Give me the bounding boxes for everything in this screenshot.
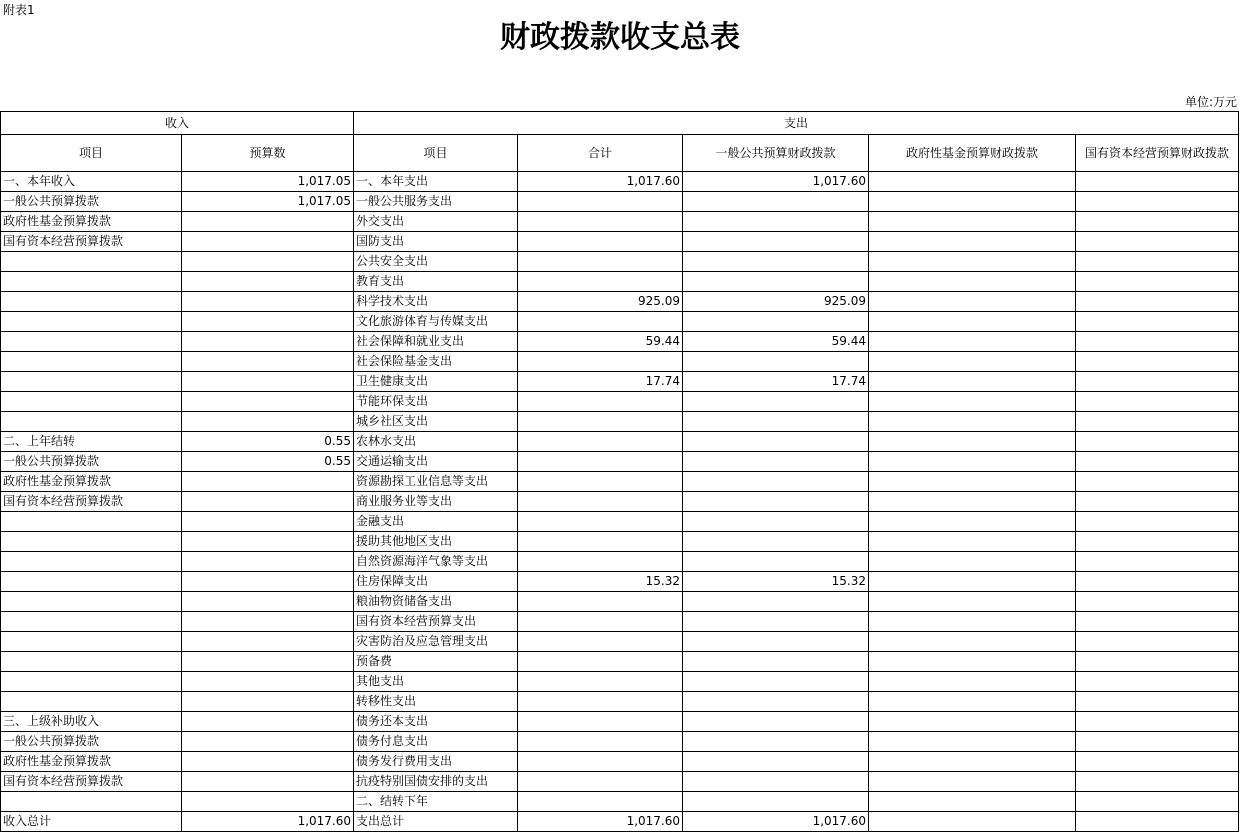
income-budget-cell — [182, 252, 354, 272]
gov-fund-value-cell — [869, 632, 1076, 652]
state-capital-value-cell — [1076, 192, 1239, 212]
expense-item-cell: 转移性支出 — [354, 692, 518, 712]
income-item-cell: 政府性基金预算拨款 — [1, 752, 182, 772]
income-budget-cell — [182, 732, 354, 752]
total-value-cell: 17.74 — [518, 372, 683, 392]
gov-fund-value-cell — [869, 292, 1076, 312]
general-budget-value-cell — [683, 232, 869, 252]
general-budget-value-cell — [683, 712, 869, 732]
table-row — [1, 672, 1239, 692]
expense-item-cell: 国有资本经营预算支出 — [354, 612, 518, 632]
table-row — [1, 612, 1239, 632]
total-value-cell — [518, 312, 683, 332]
expense-header: 支出 — [354, 112, 1239, 135]
state-capital-value-cell — [1076, 692, 1239, 712]
general-budget-value-cell — [683, 592, 869, 612]
income-budget-cell — [182, 672, 354, 692]
general-budget-value-cell — [683, 652, 869, 672]
gov-fund-value-cell — [869, 532, 1076, 552]
table-row — [1, 652, 1239, 672]
general-budget-value-cell — [683, 672, 869, 692]
income-item-cell — [1, 672, 182, 692]
expense-item-cell: 预备费 — [354, 652, 518, 672]
gov-fund-value-cell — [869, 612, 1076, 632]
table-row — [1, 792, 1239, 812]
state-capital-value-cell — [1076, 612, 1239, 632]
general-budget-value-cell — [683, 692, 869, 712]
income-item-cell — [1, 612, 182, 632]
income-item-cell — [1, 792, 182, 812]
budget-table — [0, 111, 1239, 832]
income-item-cell — [1, 272, 182, 292]
state-capital-value-cell — [1076, 232, 1239, 252]
total-value-cell — [518, 432, 683, 452]
income-budget-cell — [182, 392, 354, 412]
income-item-header: 项目 — [1, 135, 182, 172]
table-row — [1, 452, 1239, 472]
state-capital-value-cell — [1076, 512, 1239, 532]
income-budget-cell — [182, 612, 354, 632]
gov-fund-value-cell — [869, 712, 1076, 732]
income-item-cell — [1, 252, 182, 272]
total-value-cell — [518, 612, 683, 632]
expense-item-cell: 灾害防治及应急管理支出 — [354, 632, 518, 652]
income-item-cell: 一般公共预算拨款 — [1, 732, 182, 752]
state-capital-header: 国有资本经营预算财政拨款 — [1076, 135, 1239, 172]
state-capital-value-cell — [1076, 652, 1239, 672]
general-budget-value-cell: 15.32 — [683, 572, 869, 592]
state-capital-value-cell — [1076, 432, 1239, 452]
income-item-cell — [1, 632, 182, 652]
table-row — [1, 512, 1239, 532]
gov-fund-value-cell — [869, 792, 1076, 812]
income-budget-cell — [182, 772, 354, 792]
general-budget-value-cell — [683, 552, 869, 572]
income-item-cell — [1, 352, 182, 372]
total-value-cell — [518, 792, 683, 812]
total-value-cell: 15.32 — [518, 572, 683, 592]
expense-item-cell: 教育支出 — [354, 272, 518, 292]
gov-fund-value-cell — [869, 272, 1076, 292]
table-row — [1, 492, 1239, 512]
general-budget-value-cell — [683, 532, 869, 552]
gov-fund-value-cell — [869, 312, 1076, 332]
total-value-cell — [518, 532, 683, 552]
income-budget-cell — [182, 652, 354, 672]
expense-item-cell: 支出总计 — [354, 812, 518, 832]
gov-fund-value-cell — [869, 592, 1076, 612]
general-budget-value-cell — [683, 252, 869, 272]
gov-fund-value-cell — [869, 812, 1076, 832]
gov-fund-value-cell — [869, 732, 1076, 752]
total-value-cell — [518, 752, 683, 772]
gov-fund-value-cell — [869, 332, 1076, 352]
state-capital-value-cell — [1076, 592, 1239, 612]
general-budget-value-cell: 925.09 — [683, 292, 869, 312]
expense-item-cell: 二、结转下年 — [354, 792, 518, 812]
table-row — [1, 212, 1239, 232]
general-budget-value-cell — [683, 432, 869, 452]
income-item-cell: 一般公共预算拨款 — [1, 452, 182, 472]
gov-fund-value-cell — [869, 452, 1076, 472]
state-capital-value-cell — [1076, 332, 1239, 352]
general-budget-value-cell — [683, 452, 869, 472]
general-budget-value-cell: 1,017.60 — [683, 172, 869, 192]
gov-fund-value-cell — [869, 652, 1076, 672]
expense-item-cell: 节能环保支出 — [354, 392, 518, 412]
state-capital-value-cell — [1076, 412, 1239, 432]
expense-item-cell: 债务还本支出 — [354, 712, 518, 732]
header-row-1 — [1, 112, 1239, 135]
expense-item-cell: 卫生健康支出 — [354, 372, 518, 392]
general-budget-value-cell — [683, 772, 869, 792]
income-item-cell: 收入总计 — [1, 812, 182, 832]
income-budget-cell: 1,017.05 — [182, 172, 354, 192]
gov-fund-value-cell — [869, 412, 1076, 432]
income-budget-cell — [182, 792, 354, 812]
income-item-cell — [1, 512, 182, 532]
gov-fund-value-cell — [869, 392, 1076, 412]
state-capital-value-cell — [1076, 352, 1239, 372]
income-budget-cell — [182, 492, 354, 512]
income-item-cell — [1, 592, 182, 612]
state-capital-value-cell — [1076, 472, 1239, 492]
gov-fund-value-cell — [869, 212, 1076, 232]
table-row — [1, 532, 1239, 552]
expense-item-cell: 商业服务业等支出 — [354, 492, 518, 512]
table-row — [1, 292, 1239, 312]
table-row — [1, 772, 1239, 792]
header-row-2 — [1, 135, 1239, 172]
total-value-cell — [518, 512, 683, 532]
total-value-cell: 59.44 — [518, 332, 683, 352]
table-row — [1, 632, 1239, 652]
table-row — [1, 472, 1239, 492]
expense-item-cell: 文化旅游体育与传媒支出 — [354, 312, 518, 332]
gov-fund-value-cell — [869, 472, 1076, 492]
state-capital-value-cell — [1076, 732, 1239, 752]
general-budget-value-cell: 17.74 — [683, 372, 869, 392]
total-value-cell — [518, 652, 683, 672]
expense-item-cell: 公共安全支出 — [354, 252, 518, 272]
total-value-cell — [518, 712, 683, 732]
total-value-cell — [518, 252, 683, 272]
state-capital-value-cell — [1076, 252, 1239, 272]
general-budget-value-cell — [683, 792, 869, 812]
state-capital-value-cell — [1076, 492, 1239, 512]
table-row — [1, 372, 1239, 392]
total-value-cell — [518, 352, 683, 372]
income-budget-cell — [182, 312, 354, 332]
income-item-cell — [1, 292, 182, 312]
expense-item-cell: 债务发行费用支出 — [354, 752, 518, 772]
income-item-cell: 政府性基金预算拨款 — [1, 472, 182, 492]
income-budget-cell — [182, 752, 354, 772]
table-row — [1, 312, 1239, 332]
state-capital-value-cell — [1076, 772, 1239, 792]
income-budget-cell: 1,017.05 — [182, 192, 354, 212]
table-row — [1, 272, 1239, 292]
general-budget-value-cell — [683, 492, 869, 512]
income-budget-cell: 0.55 — [182, 452, 354, 472]
income-budget-cell: 0.55 — [182, 432, 354, 452]
total-value-cell — [518, 772, 683, 792]
table-row — [1, 392, 1239, 412]
general-budget-value-cell: 1,017.60 — [683, 812, 869, 832]
expense-item-cell: 其他支出 — [354, 672, 518, 692]
income-budget-cell: 1,017.60 — [182, 812, 354, 832]
total-value-cell — [518, 212, 683, 232]
expense-item-cell: 外交支出 — [354, 212, 518, 232]
total-value-cell — [518, 472, 683, 492]
income-budget-cell — [182, 212, 354, 232]
gov-fund-value-cell — [869, 552, 1076, 572]
expense-item-cell: 农林水支出 — [354, 432, 518, 452]
general-budget-value-cell: 59.44 — [683, 332, 869, 352]
income-item-cell — [1, 372, 182, 392]
expense-item-cell: 社会保险基金支出 — [354, 352, 518, 372]
table-row — [1, 332, 1239, 352]
state-capital-value-cell — [1076, 452, 1239, 472]
income-item-cell: 一、本年收入 — [1, 172, 182, 192]
total-value-cell — [518, 632, 683, 652]
table-row — [1, 432, 1239, 452]
expense-item-cell: 援助其他地区支出 — [354, 532, 518, 552]
state-capital-value-cell — [1076, 632, 1239, 652]
income-item-cell: 国有资本经营预算拨款 — [1, 232, 182, 252]
total-value-cell — [518, 732, 683, 752]
general-budget-value-cell — [683, 392, 869, 412]
unit-label: 单位:万元 — [1184, 95, 1237, 109]
income-budget-cell — [182, 412, 354, 432]
state-capital-value-cell — [1076, 752, 1239, 772]
total-row — [1, 812, 1239, 832]
total-value-cell: 925.09 — [518, 292, 683, 312]
income-item-cell: 国有资本经营预算拨款 — [1, 772, 182, 792]
state-capital-value-cell — [1076, 792, 1239, 812]
income-item-cell — [1, 692, 182, 712]
income-budget-cell — [182, 332, 354, 352]
general-budget-value-cell — [683, 472, 869, 492]
income-item-cell: 三、上级补助收入 — [1, 712, 182, 732]
gov-fund-value-cell — [869, 512, 1076, 532]
income-budget-cell — [182, 272, 354, 292]
expense-item-cell: 社会保障和就业支出 — [354, 332, 518, 352]
expense-item-cell: 债务付息支出 — [354, 732, 518, 752]
income-item-cell — [1, 572, 182, 592]
general-budget-value-cell — [683, 352, 869, 372]
income-item-cell: 政府性基金预算拨款 — [1, 212, 182, 232]
general-budget-value-cell — [683, 752, 869, 772]
state-capital-value-cell — [1076, 532, 1239, 552]
income-item-cell — [1, 392, 182, 412]
gov-fund-value-cell — [869, 252, 1076, 272]
income-item-cell — [1, 552, 182, 572]
state-capital-value-cell — [1076, 812, 1239, 832]
gov-fund-value-cell — [869, 432, 1076, 452]
income-budget-cell — [182, 512, 354, 532]
expense-item-cell: 科学技术支出 — [354, 292, 518, 312]
gov-fund-header: 政府性基金预算财政拨款 — [869, 135, 1076, 172]
table-row — [1, 732, 1239, 752]
income-budget-cell — [182, 352, 354, 372]
page-title: 财政拨款收支总表 — [500, 20, 740, 55]
general-budget-value-cell — [683, 732, 869, 752]
table-row — [1, 252, 1239, 272]
expense-item-cell: 一、本年支出 — [354, 172, 518, 192]
expense-item-cell: 金融支出 — [354, 512, 518, 532]
income-budget-cell — [182, 692, 354, 712]
income-budget-header: 预算数 — [182, 135, 354, 172]
expense-item-cell: 自然资源海洋气象等支出 — [354, 552, 518, 572]
expense-item-cell: 抗疫特别国债安排的支出 — [354, 772, 518, 792]
income-header: 收入 — [1, 112, 354, 135]
expense-item-cell: 住房保障支出 — [354, 572, 518, 592]
income-item-cell — [1, 652, 182, 672]
income-budget-cell — [182, 472, 354, 492]
state-capital-value-cell — [1076, 672, 1239, 692]
state-capital-value-cell — [1076, 292, 1239, 312]
expense-item-cell: 交通运输支出 — [354, 452, 518, 472]
total-value-cell — [518, 692, 683, 712]
table-row — [1, 232, 1239, 252]
general-budget-value-cell — [683, 412, 869, 432]
income-budget-cell — [182, 632, 354, 652]
table-row — [1, 752, 1239, 772]
table-row — [1, 692, 1239, 712]
table-row — [1, 352, 1239, 372]
total-value-cell — [518, 592, 683, 612]
table-row — [1, 572, 1239, 592]
gov-fund-value-cell — [869, 492, 1076, 512]
gov-fund-value-cell — [869, 692, 1076, 712]
gov-fund-value-cell — [869, 232, 1076, 252]
total-value-cell — [518, 392, 683, 412]
expense-item-cell: 粮油物资储备支出 — [354, 592, 518, 612]
state-capital-value-cell — [1076, 272, 1239, 292]
income-budget-cell — [182, 712, 354, 732]
gov-fund-value-cell — [869, 352, 1076, 372]
table-row — [1, 552, 1239, 572]
gov-fund-value-cell — [869, 672, 1076, 692]
gov-fund-value-cell — [869, 752, 1076, 772]
general-budget-value-cell — [683, 512, 869, 532]
table-row — [1, 172, 1239, 192]
expense-item-cell: 城乡社区支出 — [354, 412, 518, 432]
general-budget-header: 一般公共预算财政拨款 — [683, 135, 869, 172]
income-item-cell — [1, 412, 182, 432]
total-value-cell — [518, 232, 683, 252]
state-capital-value-cell — [1076, 552, 1239, 572]
total-value-cell — [518, 492, 683, 512]
income-item-cell — [1, 332, 182, 352]
general-budget-value-cell — [683, 212, 869, 232]
total-value-cell — [518, 272, 683, 292]
gov-fund-value-cell — [869, 372, 1076, 392]
income-budget-cell — [182, 232, 354, 252]
total-value-cell — [518, 552, 683, 572]
state-capital-value-cell — [1076, 372, 1239, 392]
total-value-cell — [518, 672, 683, 692]
gov-fund-value-cell — [869, 192, 1076, 212]
general-budget-value-cell — [683, 272, 869, 292]
table-row — [1, 412, 1239, 432]
gov-fund-value-cell — [869, 572, 1076, 592]
total-value-cell — [518, 412, 683, 432]
table-row — [1, 592, 1239, 612]
income-item-cell: 二、上年结转 — [1, 432, 182, 452]
income-budget-cell — [182, 552, 354, 572]
general-budget-value-cell — [683, 632, 869, 652]
total-value-cell — [518, 192, 683, 212]
income-item-cell: 国有资本经营预算拨款 — [1, 492, 182, 512]
state-capital-value-cell — [1076, 212, 1239, 232]
general-budget-value-cell — [683, 192, 869, 212]
general-budget-value-cell — [683, 612, 869, 632]
gov-fund-value-cell — [869, 772, 1076, 792]
income-budget-cell — [182, 372, 354, 392]
income-item-cell — [1, 532, 182, 552]
total-value-cell: 1,017.60 — [518, 812, 683, 832]
state-capital-value-cell — [1076, 712, 1239, 732]
income-budget-cell — [182, 292, 354, 312]
expense-item-cell: 一般公共服务支出 — [354, 192, 518, 212]
gov-fund-value-cell — [869, 172, 1076, 192]
appendix-label: 附表1 — [3, 3, 35, 17]
total-header: 合计 — [518, 135, 683, 172]
expense-item-cell: 国防支出 — [354, 232, 518, 252]
total-value-cell — [518, 452, 683, 472]
general-budget-value-cell — [683, 312, 869, 332]
income-budget-cell — [182, 592, 354, 612]
income-item-cell: 一般公共预算拨款 — [1, 192, 182, 212]
expense-item-cell: 资源勘探工业信息等支出 — [354, 472, 518, 492]
expense-item-header: 项目 — [354, 135, 518, 172]
state-capital-value-cell — [1076, 312, 1239, 332]
state-capital-value-cell — [1076, 572, 1239, 592]
state-capital-value-cell — [1076, 172, 1239, 192]
income-budget-cell — [182, 532, 354, 552]
table-row — [1, 712, 1239, 732]
state-capital-value-cell — [1076, 392, 1239, 412]
income-item-cell — [1, 312, 182, 332]
table-row — [1, 192, 1239, 212]
total-value-cell: 1,017.60 — [518, 172, 683, 192]
income-budget-cell — [182, 572, 354, 592]
